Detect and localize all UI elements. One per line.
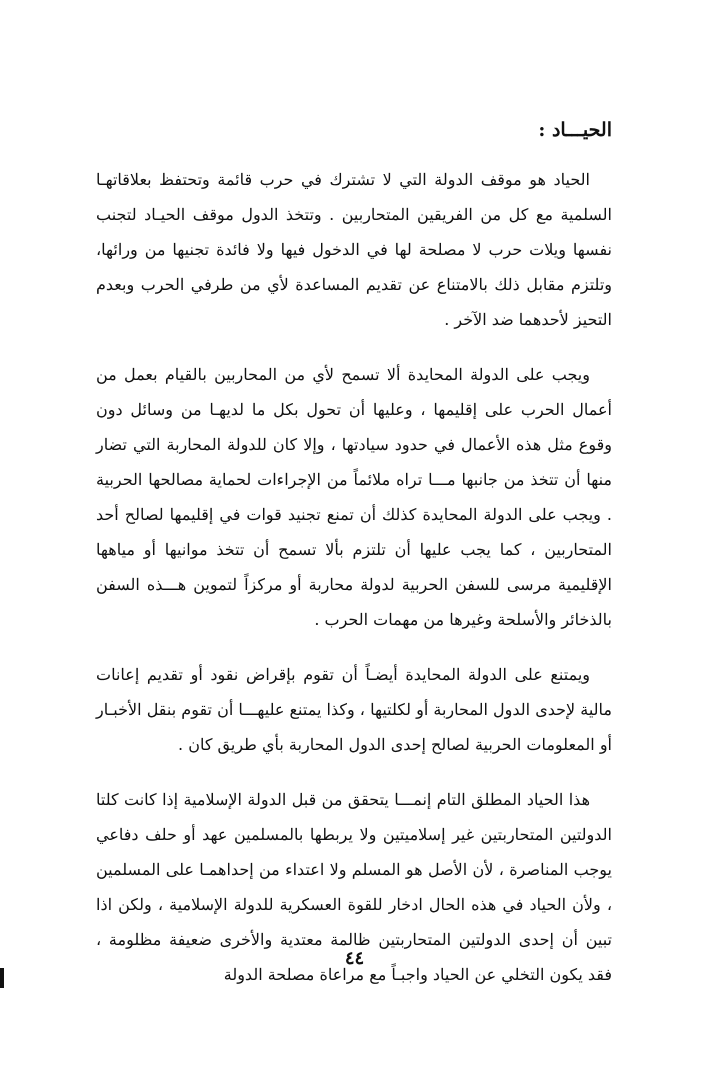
section-heading: الحيـــاد : [538, 119, 612, 141]
scan-edge-mark [0, 968, 4, 988]
page-number: ٤٤ [344, 948, 365, 969]
paragraph-duties: ويجب على الدولة المحايدة ألا تسمح لأي من المحاربين بالقيام بعمل من أعمال الحرب على إقليمها ، وعليها أن تحول بكل ما لديهـا من وسائل دون وقوع مثل هذه الأعمال في حدود سيادتها ، وإلا كان للدولة المحاربة التي تضار منها أن تتخذ من جانبها مـــا تراه ملائماً من الإجراءات لحماية مصالحها الحربية . ويجب على الدولة المحايدة كذلك أن تمنع تجنيد قوات في إقليمها لصالح أحد المتحاربين ، كما يجب عليها أن تلتزم بألا تسمح أن تتخذ موانيها أو مياهها الإقليمية مرسى للسفن الحربية لدولة محاربة أو مركزاً لتموين هـــذه السفن بالذخائر والأسلحة وغيرها من مهمات الحرب . [96, 365, 613, 629]
paragraph-islamic-neutrality: هذا الحياد المطلق التام إنمـــا يتحقق من قبل الدولة الإسلامية إذا كانت كلتا الدولتين المتحاربتين غير إسلاميتين ولا يربطها بالمسلمين عهد أو حلف دفاعي يوجب المناصرة ، لأن الأصل هو المسلم ولا اعتداء من إحداهمـا على المسلمين ، ولأن الحياد في هذه الحال ادخار للقوة العسكرية للدولة الإسلامية ، ولكن اذا تبين أن إحدى الدولتين المتحاربتين ظالمة معتدية والأخرى ضعيفة مظلومة ، فقد يكون التخلي عن الحياد واجبـاً مع مراعاة مصلحة الدولة [96, 790, 612, 984]
paragraph-prohibitions: ويمتنع على الدولة المحايدة أيضـاً أن تقوم بإقراض نقود أو تقديم إعانات مالية لإحدى الدول المحاربة أو لكلتيها ، وكذا يمتنع عليهـــا أن تقوم بنقل الأخبـار أو المعلومات الحربية لصالح إحدى الدول المحاربة بأي طريق كان . [96, 665, 612, 754]
paragraph-definition: الحياد هو موقف الدولة التي لا تشترك في حرب قائمة وتحتفظ بعلاقاتهـا السلمية مع كل من الفريقين المتحاربين . وتتخذ الدول موقف الحيـاد لتجنب نفسها ويلات حرب لا مصلحة لها في الدخول فيها ولا فائدة تجنيها من ورائها، وتلتزم مقابل ذلك بالامتناع عن تقديم المساعدة لأي من طرفي الحرب وبعدم التحيز لأحدهما ضد الآخر . [96, 170, 612, 329]
page-content [96, 116, 612, 1012]
